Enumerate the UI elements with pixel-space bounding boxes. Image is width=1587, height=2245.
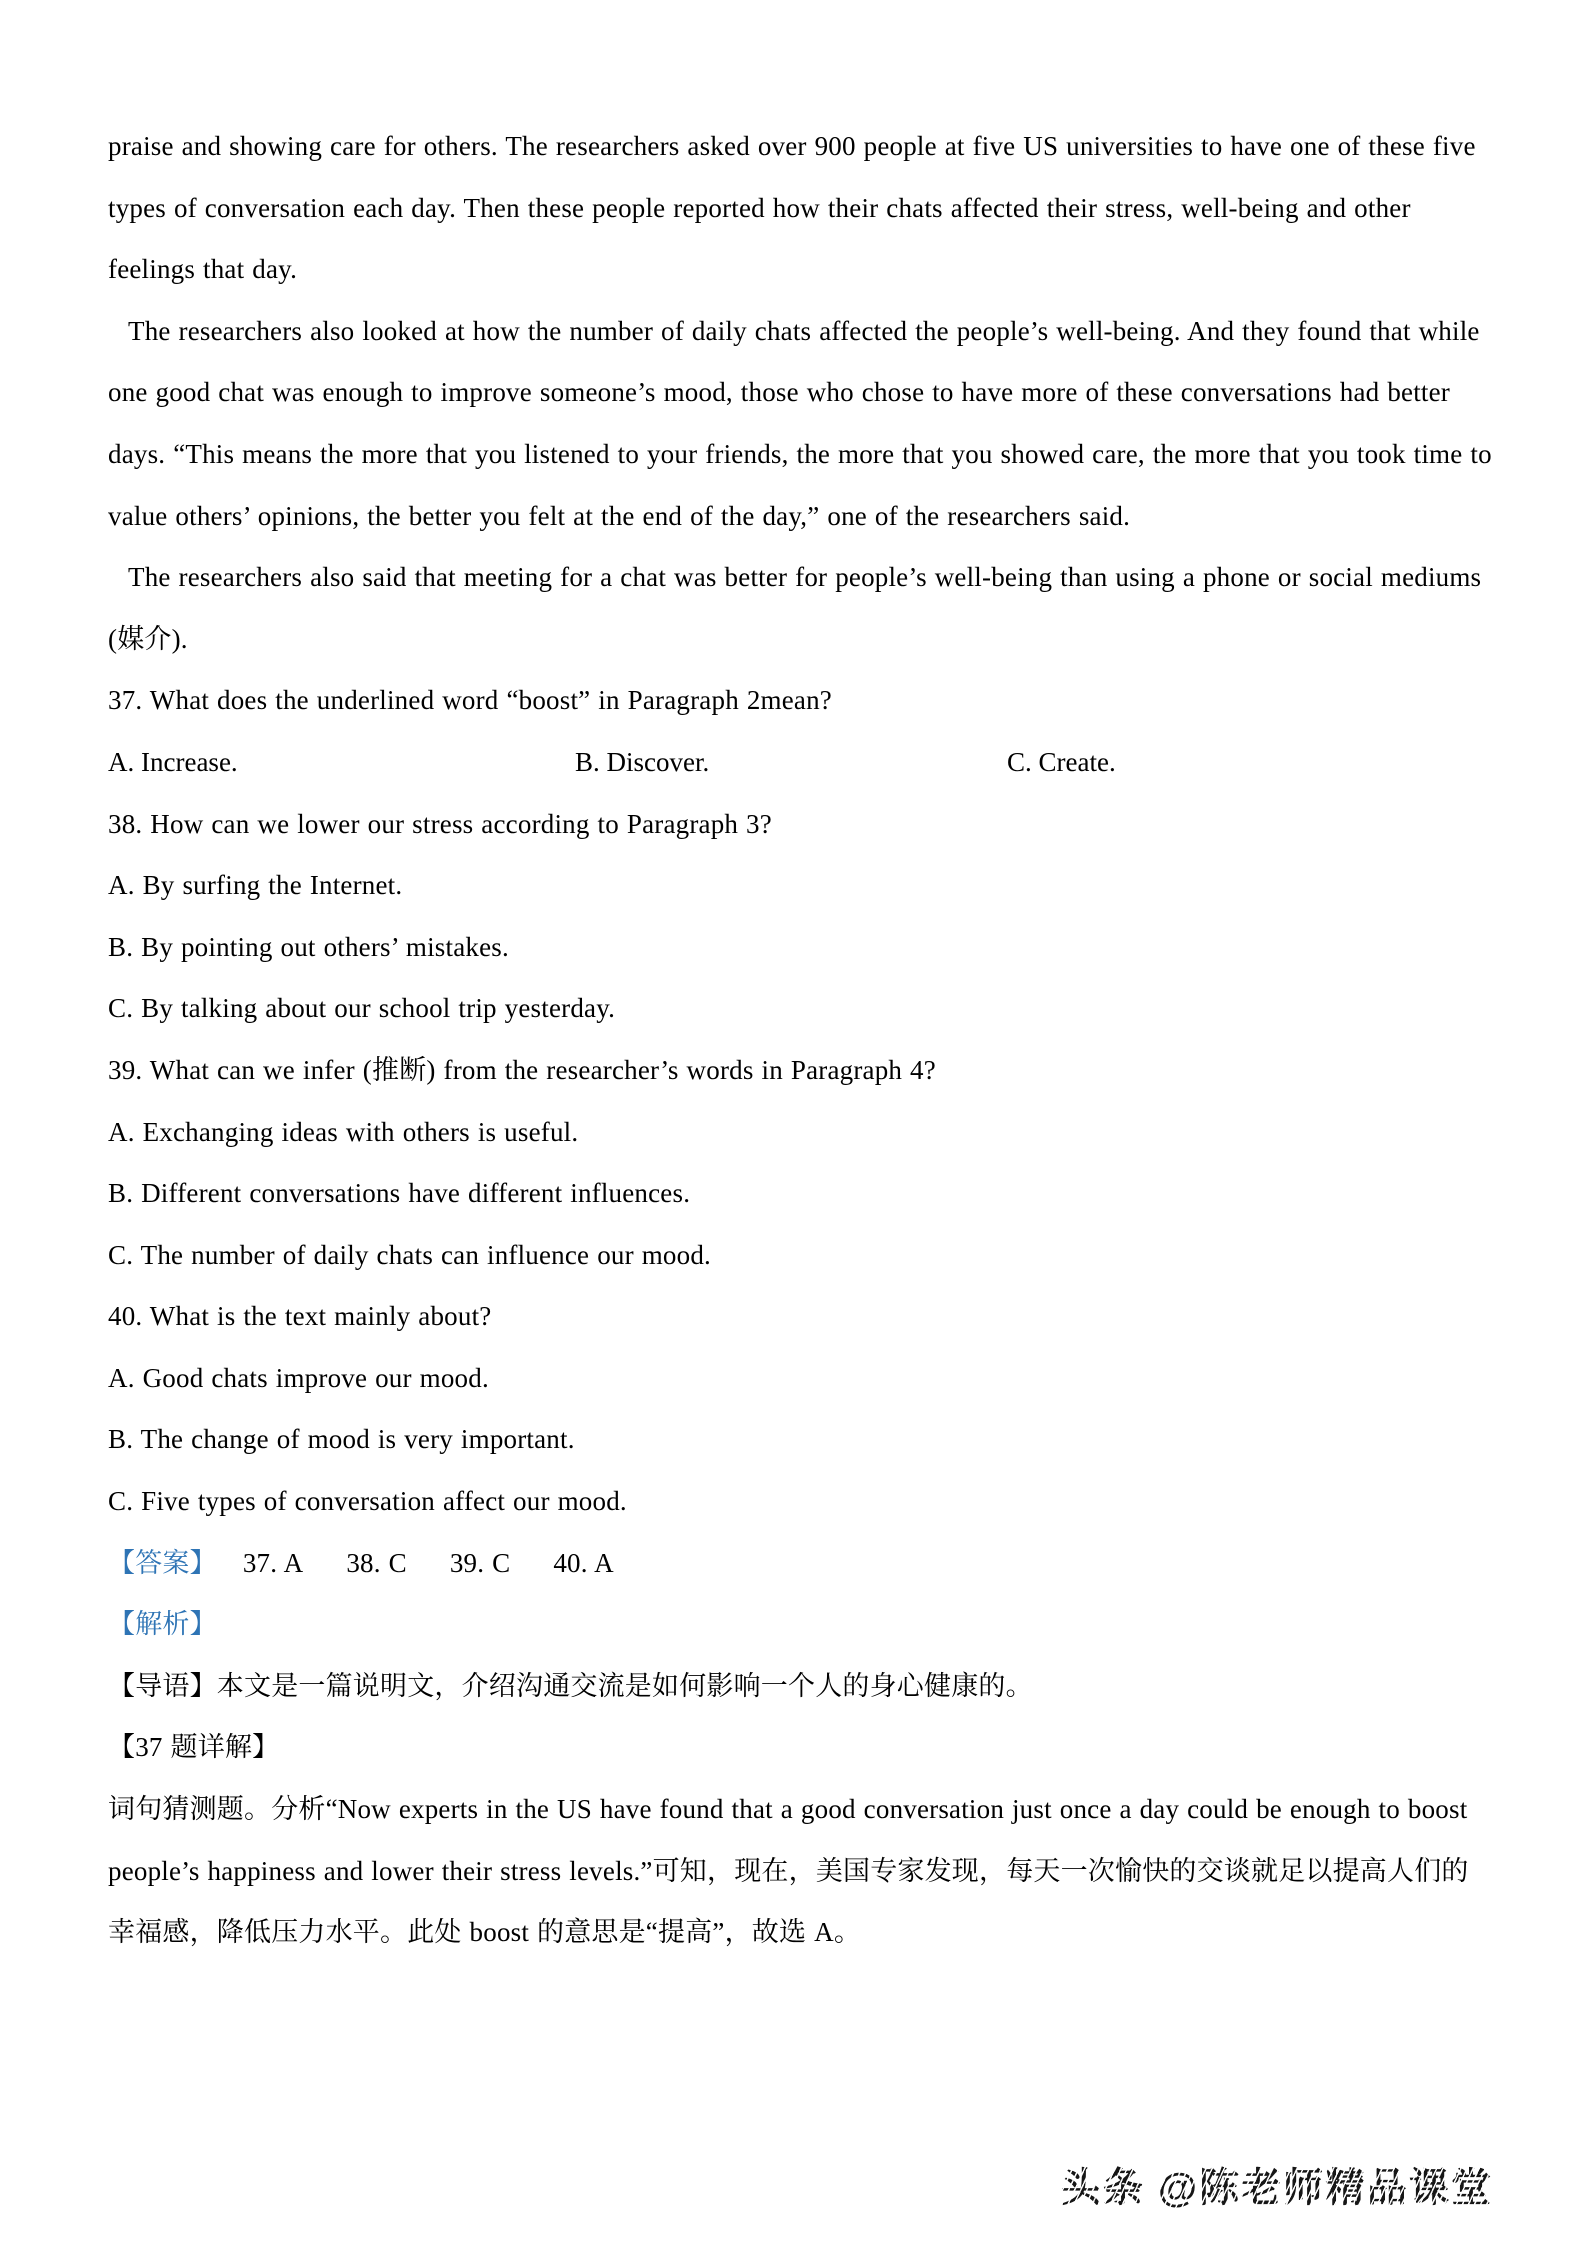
watermark-toutiao: 头条 @陈老师精品课堂 [1061, 2156, 1493, 2213]
question-40-option-a: A. Good chats improve our mood. [108, 1362, 489, 1393]
question-40-option-b: B. The change of mood is very important. [108, 1424, 575, 1455]
question-37-options-row [108, 732, 1494, 794]
question-38-option-c: C. By talking about our school trip yesterday. [108, 993, 616, 1024]
question-39-option-b: B. Different conversations have different influences. [108, 1178, 691, 1209]
answer-37: 37. A [242, 1547, 304, 1578]
question-37-option-b: B. Discover. [575, 746, 710, 777]
question-40-stem: 40. What is the text mainly about? [108, 1301, 492, 1332]
analysis-q37-body: 词句猜测题。分析“Now experts in the US have found that a good conversation just once a day could be enough to boost people’s happiness and lower their stress levels.”可知，现在，美国专家发现，每天一次愉快的交谈就足以提高人们的幸福感，降低压力水平。此处 boost 的意思是“提高”，故选 A。 [108, 1794, 1469, 1948]
analysis-label: 【解析】 [108, 1609, 217, 1640]
question-39-option-a: A. Exchanging ideas with others is useful. [108, 1116, 579, 1147]
question-39-stem: 39. What can we infer (推断) from the researcher’s words in Paragraph 4? [108, 1054, 936, 1085]
question-38-option-b: B. By pointing out others’ mistakes. [108, 931, 509, 962]
answer-line [108, 1533, 1494, 1595]
question-37-option-c: C. Create. [1007, 746, 1116, 777]
passage-paragraph-3: The researchers also said that meeting for a chat was better for people’s well-being than using a phone or social mediums (媒介). [108, 562, 1482, 654]
question-37-option-a: A. Increase. [108, 746, 238, 777]
question-38-option-a: A. By surfing the Internet. [108, 870, 403, 901]
passage-paragraph-2: The researchers also looked at how the number of daily chats affected the people’s well-being. And they found that while one good chat was enough to improve someone’s mood, those who chose to have more of these conversations had better days. “This means the more that you listened to your friends, the more that you showed care, the more that you took time to value others’ opinions, the better you felt at the end of the day,” one of the researchers said. [108, 315, 1492, 531]
question-38-stem: 38. How can we lower our stress according to Paragraph 3? [108, 808, 772, 839]
answer-40: 40. A [553, 1547, 614, 1578]
passage-paragraph-1: praise and showing care for others. The researchers asked over 900 people at five US universities to have one of these five types of conversation each day. Then these people reported how their chats affected their stress, well-being and other feelings that day. [108, 131, 1476, 285]
question-37-stem: 37. What does the underlined word “boost” in Paragraph 2mean? [108, 685, 832, 716]
question-39-option-c: C. The number of daily chats can influence our mood. [108, 1239, 711, 1270]
question-40-option-c: C. Five types of conversation affect our mood. [108, 1486, 627, 1517]
answer-38: 38. C [346, 1547, 407, 1578]
answer-39: 39. C [449, 1547, 511, 1578]
analysis-intro: 【导语】本文是一篇说明文，介绍沟通交流是如何影响一个人的身心健康的。 [108, 1670, 1033, 1701]
analysis-q37-heading: 【37 题详解】 [108, 1732, 280, 1763]
document-content [108, 0, 1494, 1964]
answer-label: 【答案】 [108, 1547, 217, 1578]
